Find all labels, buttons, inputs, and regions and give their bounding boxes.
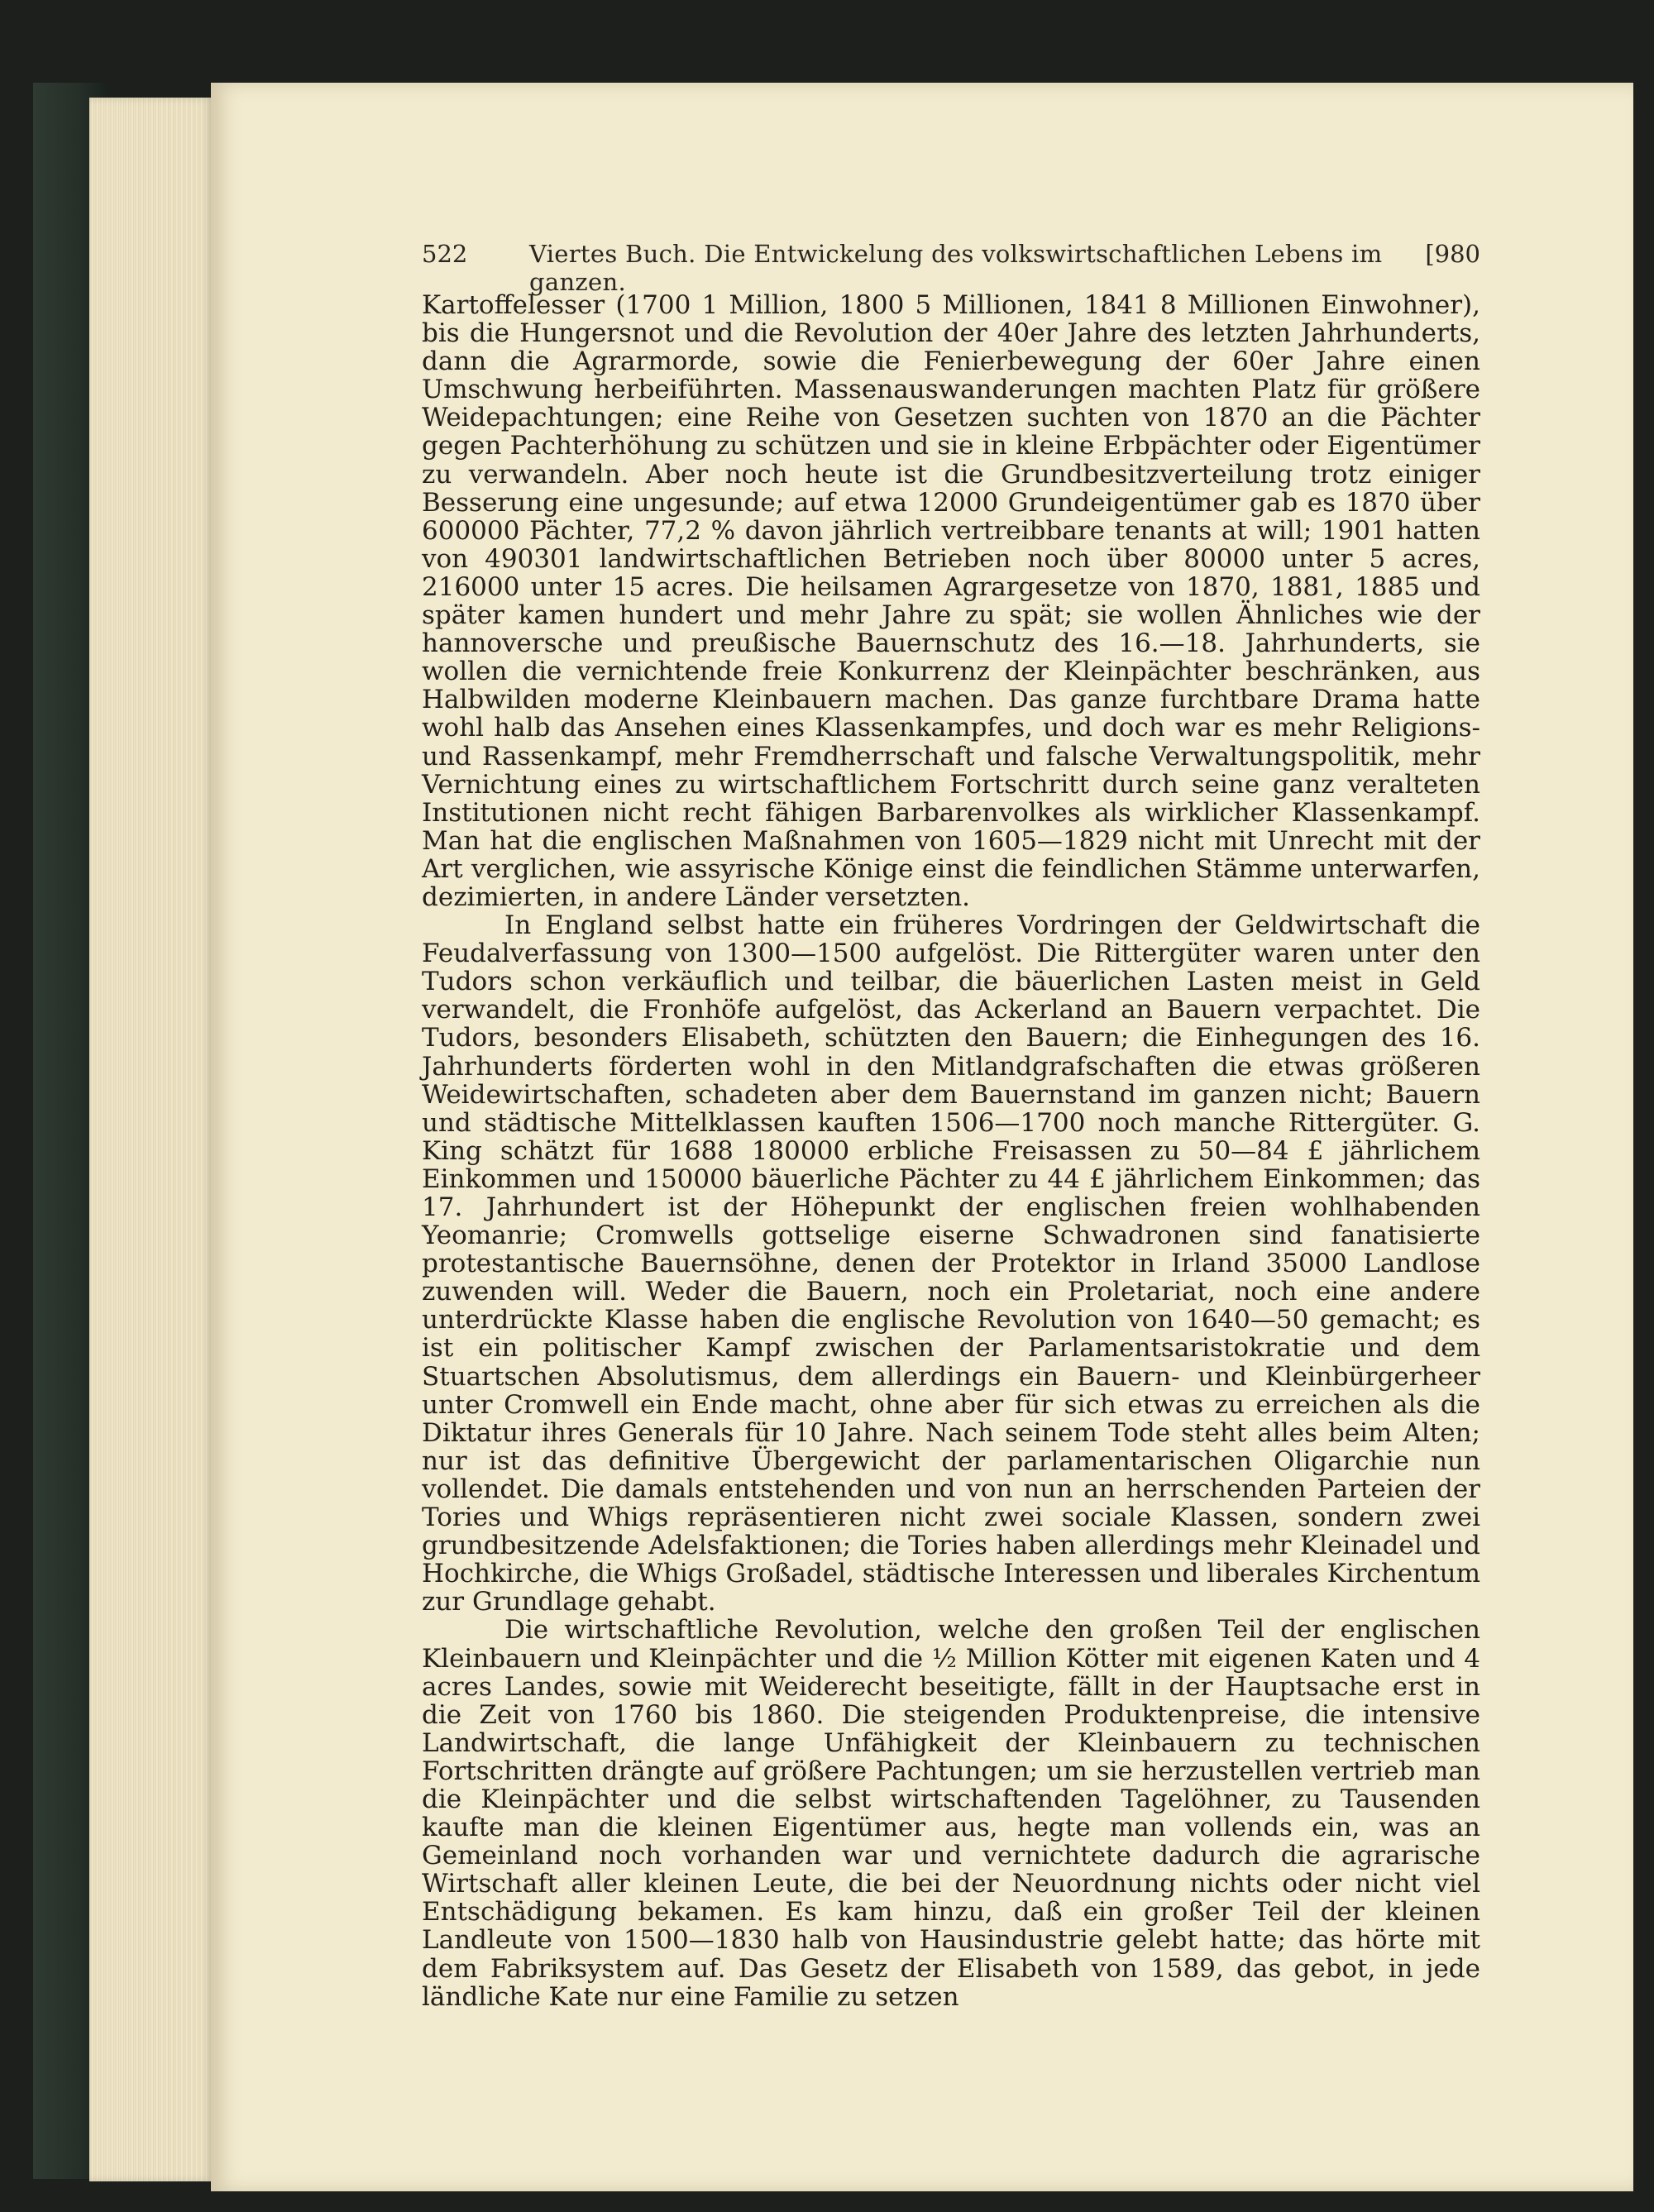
running-title: Viertes Buch. Die Entwickelung des volkswirtschaftlichen Lebens im ganzen.	[529, 240, 1383, 296]
running-header	[422, 240, 1480, 296]
page-edges	[89, 98, 213, 2181]
marginal-number: [980	[1425, 240, 1480, 268]
page-number: 522	[422, 240, 468, 268]
body-text	[422, 291, 1480, 2011]
paragraph: In England selbst hatte ein früheres Vordringen der Geldwirtschaft die Feudalverfassung von 1300—1500 aufgelöst. Die Rittergüter waren unter den Tudors schon verkäuflich und teilbar, die bäuerlichen Lasten meist in Geld verwandelt, die Fronhöfe aufgelöst, das Ackerland an Bauern verpachtet. Die Tudors, besonders Elisabeth, schützten den Bauern; die Einhegungen des 16. Jahrhunderts förderten wohl in den Mitlandgrafschaften die etwas größeren Weidewirtschaften, schadeten aber dem Bauernstand im ganzen nicht; Bauern und städtische Mittelklassen kauften 1506—1700 noch manche Rittergüter. G. King schätzt für 1688 180000 erbliche Freisassen zu 50—84 £ jährlichem Einkommen und 150000 bäuerliche Pächter zu 44 £ jährlichem Einkommen; das 17. Jahrhundert ist der Höhepunkt der englischen freien wohlhabenden Yeomanrie; Cromwells gottselige eiserne Schwadronen sind fanatisierte protestantische Bauernsöhne, denen der Protektor in Irland 35000 Landlose zuwenden will. Weder die Bauern, noch ein Proletariat, noch eine andere unterdrückte Klasse haben die englische Revolution von 1640—50 gemacht; es ist ein politischer Kampf zwischen der Parlamentsaristokratie und dem Stuartschen Absolutismus, dem allerdings ein Bauern- und Kleinbürgerheer unter Cromwell ein Ende macht, ohne aber für sich etwas zu erreichen als die Diktatur ihres Generals für 10 Jahre. Nach seinem Tode steht alles beim Alten; nur ist das definitive Übergewicht der parlamentarischen Oligarchie nun vollendet. Die damals entstehenden und von nun an herrschenden Parteien der Tories und Whigs repräsentieren nicht zwei sociale Klassen, sondern zwei grundbesitzende Adelsfaktionen; die Tories haben allerdings mehr Kleinadel und Hochkirche, die Whigs Großadel, städtische Interessen und liberales Kirchentum zur Grundlage gehabt.	[422, 910, 1480, 1617]
paragraph: Kartoffelesser (1700 1 Million, 1800 5 Millionen, 1841 8 Millionen Einwohner), bis die Hungersnot und die Revolution der 40er Jahre des letzten Jahrhunderts, dann die Agrarmorde, sowie die Fenierbewegung der 60er Jahre einen Umschwung herbeiführten. Massenauswanderungen machten Platz für größere Weidepachtungen; eine Reihe von Gesetzen suchten von 1870 an die Pächter gegen Pachterhöhung zu schützen und sie in kleine Erbpächter oder Eigentümer zu verwandeln. Aber noch heute ist die Grundbesitzverteilung trotz einiger Besserung eine ungesunde; auf etwa 12000 Grundeigentümer gab es 1870 über 600000 Pächter, 77,2 % davon jährlich vertreibbare tenants at will; 1901 hatten von 490301 landwirtschaftlichen Betrieben noch über 80000 unter 5 acres, 216000 unter 15 acres. Die heilsamen Agrargesetze von 1870, 1881, 1885 und später kamen hundert und mehr Jahre zu spät; sie wollen Ähnliches wie der hannoversche und preußische Bauernschutz des 16.—18. Jahrhunderts, sie wollen die vernichtende freie Konkurrenz der Kleinpächter beschränken, aus Halbwilden moderne Kleinbauern machen. Das ganze furchtbare Drama hatte wohl halb das Ansehen eines Klassenkampfes, und doch war es mehr Religions- und Rassenkampf, mehr Fremdherrschaft und falsche Verwaltungspolitik, mehr Vernichtung eines zu wirtschaftlichem Fortschritt durch seine ganz veralteten Institutionen nicht recht fähigen Barbarenvolkes als wirklicher Klassenkampf. Man hat die englischen Maßnahmen von 1605—1829 nicht mit Unrecht mit der Art verglichen, wie assyrische Könige einst die feindlichen Stämme unterwarfen, dezimierten, in andere Länder versetzten.	[422, 290, 1480, 912]
paragraph: Die wirtschaftliche Revolution, welche den großen Teil der englischen Kleinbauern und Kleinpächter und die ½ Million Kötter mit eigenen Katen und 4 acres Landes, sowie mit Weiderecht beseitigte, fällt in der Hauptsache erst in die Zeit von 1760 bis 1860. Die steigenden Produktenpreise, die intensive Landwirtschaft, die lange Unfähigkeit der Kleinbauern zu technischen Fortschritten drängte auf größere Pachtungen; um sie herzustellen vertrieb man die Kleinpächter und die selbst wirtschaftenden Tagelöhner, zu Tausenden kaufte man die kleinen Eigentümer aus, hegte man vollends ein, was an Gemeinland noch vorhanden war und vernichtete dadurch die agrarische Wirtschaft aller kleinen Leute, die bei der Neuordnung nichts oder nicht viel Entschädigung bekamen. Es kam hinzu, daß ein großer Teil der kleinen Landleute von 1500—1830 halb von Hausindustrie gelebt hatte; das hörte mit dem Fabriksystem auf. Das Gesetz der Elisabeth von 1589, das gebot, in jede ländliche Kate nur eine Familie zu setzen	[422, 1615, 1480, 2012]
